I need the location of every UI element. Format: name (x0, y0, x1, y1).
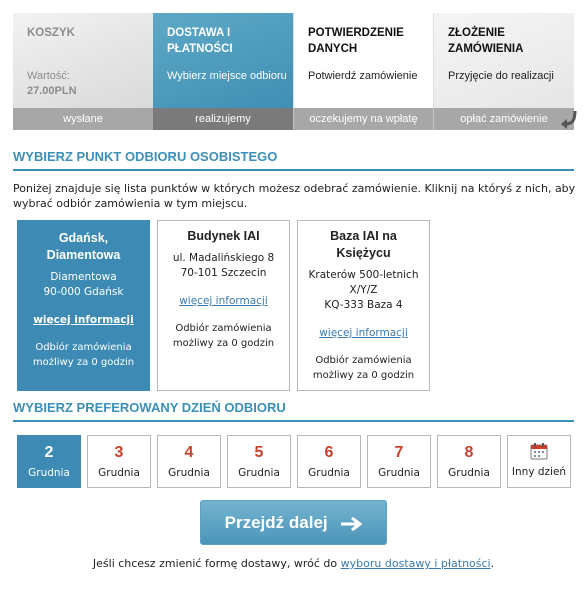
step-cart[interactable] (13, 13, 153, 117)
day-number: 2 (44, 444, 54, 461)
other-day-label: Inny dzień (511, 466, 567, 478)
arrow-right-icon (340, 517, 362, 531)
day-option[interactable] (367, 435, 431, 488)
more-info-link[interactable]: więcej informacji (179, 295, 268, 307)
checkout-steps (13, 13, 574, 130)
step-title: ZŁOŻENIE ZAMÓWIENIA (448, 27, 524, 55)
status-awaiting-payment: oczekujemy na wpłatę (293, 108, 433, 130)
step-place-order (433, 13, 574, 117)
more-info-link[interactable]: więcej informacji (33, 314, 134, 326)
cart-value (27, 69, 77, 99)
status-pay-order: opłać zamówienie (433, 108, 574, 130)
pickup-point-name: Baza IAI na Księżycu (330, 229, 397, 260)
day-option[interactable] (17, 435, 81, 488)
step-delivery-payment (153, 13, 293, 117)
pickup-time-note: Odbiór zamówienia możliwy za 0 godzin (172, 323, 275, 349)
day-option[interactable] (437, 435, 501, 488)
status-bar (13, 108, 574, 130)
pickup-point-name: Budynek IAI (187, 229, 260, 243)
step-desc: Przyjęcie do realizacji (448, 70, 554, 82)
address-line: Kraterów 500-letnich X/Y/Z (308, 269, 419, 296)
status-processing: realizujemy (153, 108, 293, 130)
step-desc: Potwierdź zamówienie (308, 70, 418, 82)
step-title: POTWIERDZENIE DANYCH (308, 27, 404, 55)
cart-value-amount: 27.00PLN (27, 85, 77, 97)
day-number: 5 (254, 444, 264, 461)
pickup-section-title: WYBIERZ PUNKT ODBIORU OSOBISTEGO (13, 149, 574, 171)
pickup-point-card[interactable] (157, 220, 290, 391)
other-day-option[interactable] (507, 435, 571, 488)
day-month: Grudnia (168, 467, 210, 479)
day-number: 3 (114, 444, 124, 461)
pickup-point-address (18, 270, 149, 300)
step-title: KOSZYK (27, 27, 75, 39)
address-line: 90-000 Gdańsk (43, 286, 124, 298)
day-month: Grudnia (448, 467, 490, 479)
step-title: DOSTAWA I PŁATNOŚCI (167, 27, 233, 55)
day-month: Grudnia (308, 467, 350, 479)
day-number: 4 (184, 444, 194, 461)
day-option[interactable] (87, 435, 151, 488)
day-month: Grudnia (28, 467, 70, 479)
day-section-title: WYBIERZ PREFEROWANY DZIEŃ ODBIORU (13, 400, 574, 422)
day-month: Grudnia (378, 467, 420, 479)
day-number: 7 (394, 444, 404, 461)
step-desc: Wybierz miejsce odbioru (167, 70, 287, 82)
day-option[interactable] (297, 435, 361, 488)
note-prefix: Jeśli chcesz zmienić formę dostawy, wróć do (92, 557, 341, 570)
more-info-link[interactable]: więcej informacji (319, 327, 408, 339)
step-confirm-data (293, 13, 433, 117)
day-number: 6 (324, 444, 334, 461)
pickup-point-card[interactable] (17, 220, 150, 391)
day-month: Grudnia (238, 467, 280, 479)
next-step-label: Przejdź dalej (224, 513, 328, 532)
next-step-button[interactable] (200, 500, 387, 545)
day-number: 8 (464, 444, 474, 461)
pickup-point-address (298, 268, 429, 313)
pickup-time-note: Odbiór zamówienia możliwy za 0 godzin (32, 342, 135, 368)
calendar-icon (530, 442, 548, 460)
change-delivery-note (0, 557, 587, 570)
pickup-point-card[interactable] (297, 220, 430, 391)
address-line: 70-101 Szczecin (180, 267, 267, 279)
note-suffix: . (490, 557, 495, 570)
day-option[interactable] (227, 435, 291, 488)
address-line: KQ-333 Baza 4 (324, 299, 403, 311)
status-sent: wysłane (63, 113, 103, 125)
pickup-point-address (158, 251, 289, 281)
day-month: Grudnia (98, 467, 140, 479)
pickup-point-name: Gdańsk, Diamentowa (46, 231, 121, 262)
pickup-time-note: Odbiór zamówienia możliwy za 0 godzin (312, 355, 415, 381)
delivery-payment-link[interactable]: wyboru dostawy i płatności (340, 557, 491, 570)
address-line: ul. Madalińskiego 8 (172, 252, 275, 264)
pickup-intro: Poniżej znajduje się lista punktów w których możesz odebrać zamówienie. Kliknij na któryś z nich, aby wybrać odbiór zamówienia w tym miejscu. (13, 182, 576, 210)
day-option[interactable] (157, 435, 221, 488)
curved-arrow-icon (558, 109, 580, 131)
cart-value-label: Wartość: (27, 70, 70, 82)
address-line: Diamentowa (50, 271, 117, 283)
